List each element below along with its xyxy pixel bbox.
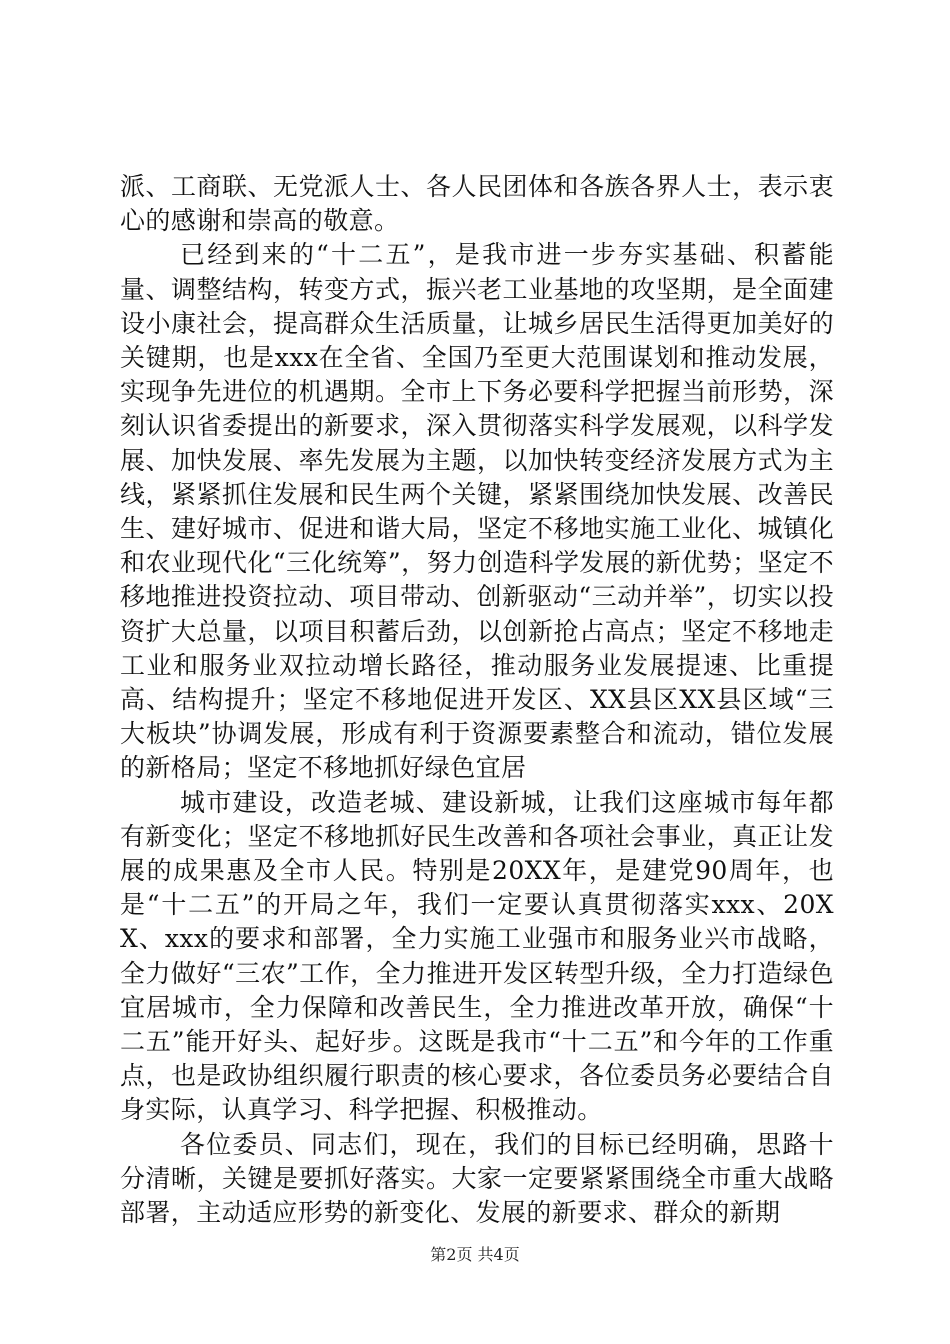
document-body bbox=[120, 170, 834, 1230]
paragraph-continuation: 派、工商联、无党派人士、各人民团体和各族各界人士，表示衷心的感谢和崇高的敬意。 bbox=[120, 172, 834, 236]
paragraph-committee-members: 各位委员、同志们，现在，我们的目标已经明确，思路十分清晰，关键是要抓好落实。大家一定要紧紧围绕全市重大战略部署，主动适应形势的新变化、发展的新要求、群众的新期 bbox=[120, 1129, 834, 1228]
paragraph-city-construction: 城市建设，改造老城、建设新城，让我们这座城市每年都有新变化；坚定不移地抓好民生改善和各项社会事业，真正让发展的成果惠及全市人民。特别是20XX年，是建党90周年，也是“十二五”的开局之年，我们一定要认真贯彻落实xxx、20XX、xxx的要求和部署，全力实施工业强市和服务业兴市战略，全力做好“三农”工作，全力推进开发区转型升级，全力打造绿色宜居城市，全力保障和改善民生，全力推进改革开放，确保“十二五”能开好头、起好步。这既是我市“十二五”和今年的工作重点，也是政协组织履行职责的核心要求，各位委员务必要结合自身实际，认真学习、科学把握、积极推动。 bbox=[120, 787, 834, 1125]
page-number-footer: 第2页 共4页 bbox=[430, 1245, 520, 1264]
paragraph-twelfth-five-year-plan: 已经到来的“十二五”，是我市进一步夯实基础、积蓄能量、调整结构，转变方式，振兴老工业基地的攻坚期，是全面建设小康社会，提高群众生活质量，让城乡居民生活得更加美好的关键期，也是xxx在全省、全国乃至更大范围谋划和推动发展，实现争先进位的机遇期。全市上下务必要科学把握当前形势，深刻认识省委提出的新要求，深入贯彻落实科学发展观，以科学发展、加快发展、率先发展为主题，以加快转变经济发展方式为主线，紧紧抓住发展和民生两个关键，紧紧围绕加快发展、改善民生、建好城市、促进和谐大局，坚定不移地实施工业化、城镇化和农业现代化“三化统筹”，努力创造科学发展的新优势；坚定不移地推进投资拉动、项目带动、创新驱动“三动并举”，切实以投资扩大总量，以项目积蓄后劲，以创新抢占高点；坚定不移地走工业和服务业双拉动增长路径，推动服务业发展提速、比重提高、结构提升；坚定不移地促进开发区、XX县区XX县区域“三大板块”协调发展，形成有利于资源要素整合和流动，错位发展的新格局；坚定不移地抓好绿色宜居 bbox=[120, 240, 834, 783]
